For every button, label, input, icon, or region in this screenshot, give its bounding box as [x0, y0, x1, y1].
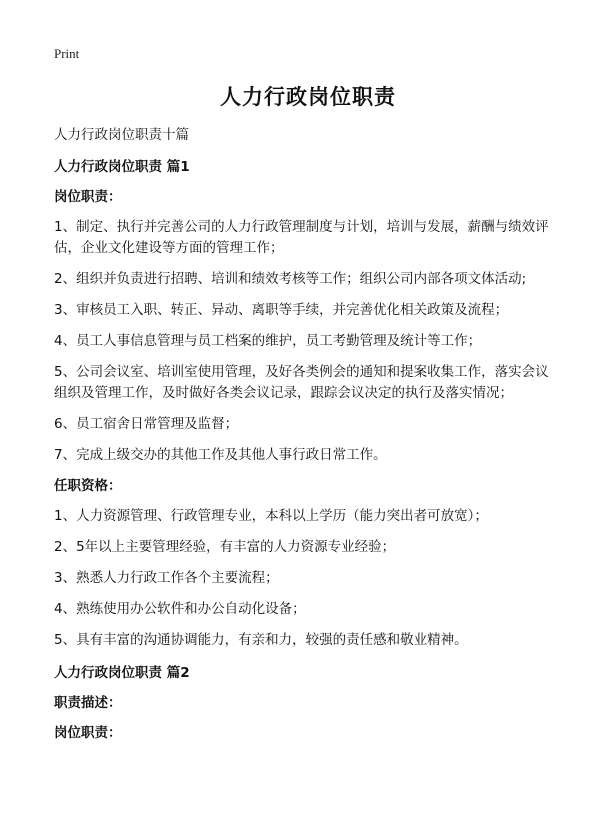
- part1-duties-heading: 岗位职责：: [54, 189, 122, 205]
- qualification-item-4: 4、熟练使用办公软件和办公自动化设备；: [54, 601, 306, 617]
- qualification-item-3: 3、熟悉人力行政工作各个主要流程；: [54, 570, 279, 586]
- duty-item-1: 1、制定、执行并完善公司的人力行政管理制度与计划，培训与发展，薪酬与绩效评估，企业文化建设等方面的管理工作；: [54, 219, 549, 256]
- page-title: 人力行政岗位职责: [220, 85, 396, 109]
- duty-item-2: 2、组织并负责进行招聘、培训和绩效考核等工作；组织公司内部各项文体活动;: [54, 271, 527, 287]
- qualification-item-5: 5、具有丰富的沟通协调能力，有亲和力，较强的责任感和敬业精神。: [54, 632, 468, 648]
- part2-duties-heading: 岗位职责：: [54, 725, 122, 741]
- duty-item-4: 4、员工人事信息管理与员工档案的维护，员工考勤管理及统计等工作；: [54, 333, 482, 349]
- qualification-item-1: 1、人力资源管理、行政管理专业，本科以上学历（能力突出者可放宽）；: [54, 508, 488, 524]
- print-label: Print: [54, 46, 80, 61]
- part1-qualifications-heading: 任职资格：: [54, 478, 122, 494]
- duty-item-5: 5、公司会议室、培训室使用管理，及好各类例会的通知和提案收集工作，落实会议组织及管理工作，及时做好各类会议记录，跟踪会议决定的执行及落实情况；: [54, 364, 549, 401]
- part1-heading: 人力行政岗位职责 篇1: [54, 159, 190, 175]
- qualification-item-2: 2、5年以上主要管理经验，有丰富的人力资源专业经验；: [54, 539, 396, 555]
- duty-item-3: 3、审核员工入职、转正、异动、离职等手续，并完善优化相关政策及流程；: [54, 302, 509, 318]
- document-subtitle: 人力行政岗位职责十篇: [54, 127, 189, 143]
- part2-description-heading: 职责描述：: [54, 695, 122, 711]
- duty-item-7: 7、完成上级交办的其他工作及其他人事行政日常工作。: [54, 447, 387, 463]
- duty-item-6: 6、员工宿舍日常管理及监督；: [54, 416, 239, 432]
- part2-heading: 人力行政岗位职责 篇2: [54, 665, 190, 681]
